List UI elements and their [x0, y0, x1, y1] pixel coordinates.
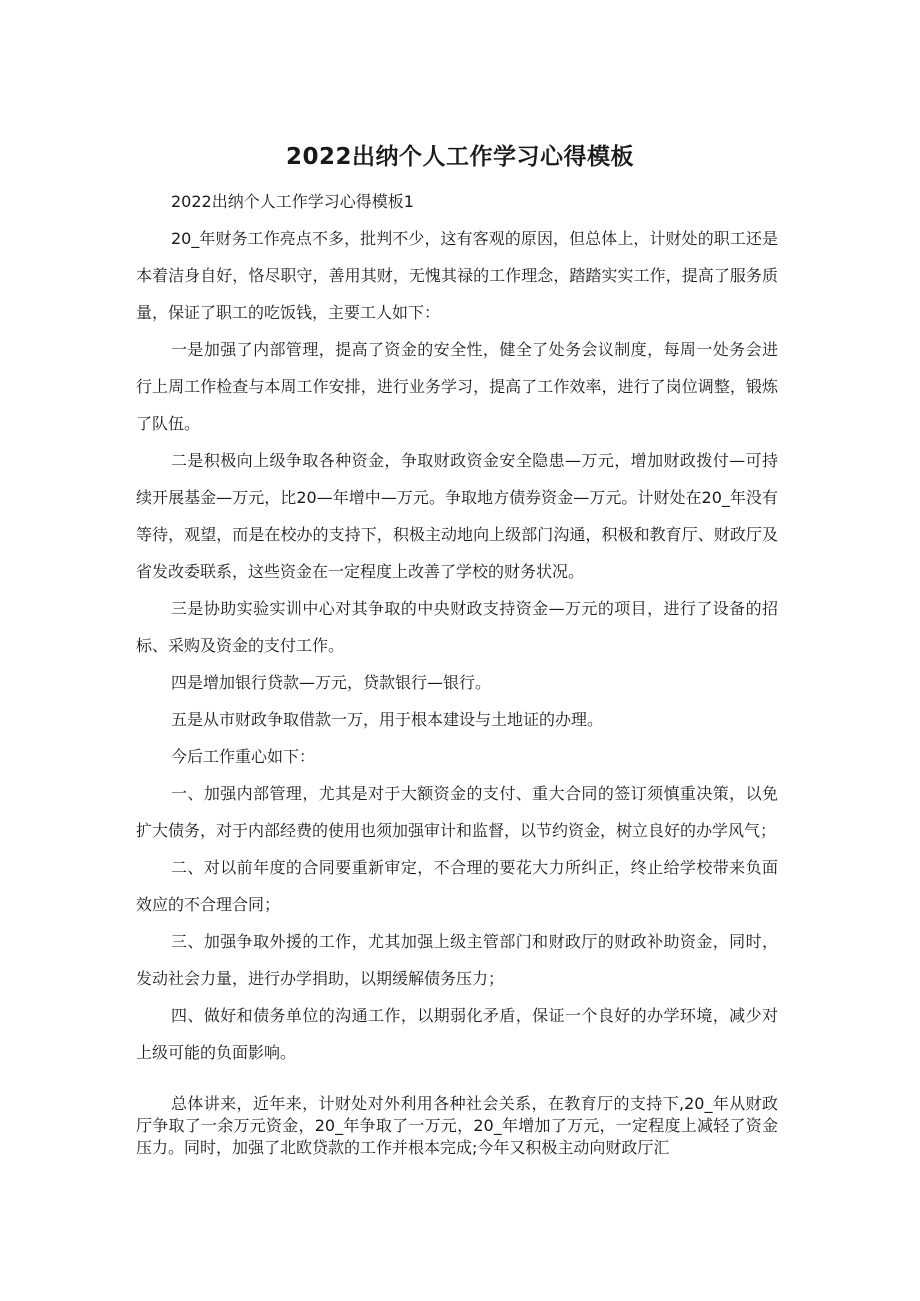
paragraph-intro: 20_年财务工作亮点不多，批判不少，这有客观的原因，但总体上，计财处的职工还是本着洁身自好，恪尽职守，善用其财，无愧其禄的工作理念，踏踏实实工作，提高了服务质量，保证了职工的吃饭钱，主要工人如下： — [136, 229, 778, 322]
paragraph-item-5: 五是从市财政争取借款一万，用于根本建设与土地证的办理。 — [171, 710, 604, 729]
paragraph-future-1: 一、加强内部管理，尤其是对于大额资金的支付、重大合同的签订须慎重决策，以免扩大债务，对于内部经费的使用也须加强审计和监督，以节约资金，树立良好的办学风气； — [136, 784, 778, 840]
paragraph-future-2: 二、对以前年度的合同要重新审定，不合理的要花大力所纠正，终止给学校带来负面效应的不合理合同； — [136, 858, 778, 914]
paragraph-item-3: 三是协助实验实训中心对其争取的中央财政支持资金—万元的项目，进行了设备的招标、采购及资金的支付工作。 — [136, 599, 778, 655]
paragraph-future-3: 三、加强争取外援的工作，尤其加强上级主管部门和财政厅的财政补助资金，同时，发动社会力量，进行办学捐助，以期缓解债务压力； — [136, 932, 778, 988]
paragraph-future-4: 四、做好和债务单位的沟通工作，以期弱化矛盾，保证一个良好的办学环境，减少对上级可能的负面影响。 — [136, 1006, 778, 1062]
paragraph-item-4: 四是增加银行贷款—万元，贷款银行—银行。 — [171, 673, 492, 692]
paragraph-future-heading: 今后工作重心如下： — [171, 747, 316, 766]
paragraph-item-1: 一是加强了内部管理，提高了资金的安全性，健全了处务会议制度，每周一处务会进行上周工作检查与本周工作安排，进行业务学习，提高了工作效率，进行了岗位调整，锻炼了队伍。 — [136, 340, 778, 433]
paragraph-item-2: 二是积极向上级争取各种资金，争取财政资金安全隐患—万元，增加财政拨付—可持续开展基金—万元，比20—年增中—万元。争取地方债券资金—万元。计财处在20_年没有等待，观望，而是在校办的支持下，积极主动地向上级部门沟通，积极和教育厅、财政厅及省发改委联系，这些资金在一定程度上改善了学校的财务状况。 — [136, 451, 778, 581]
summary-block — [136, 1093, 778, 1159]
document-title: 2022出纳个人工作学习心得模板 — [285, 144, 634, 170]
subtitle-paragraph: 2022出纳个人工作学习心得模板1 — [171, 192, 414, 211]
paragraph-summary: 总体讲来，近年来，计财处对外利用各种社会关系，在教育厅的支持下,20_年从财政厅争取了一余万元资金，20_年争取了一万元，20_年增加了万元，一定程度上减轻了资金压力。同时，加强了北欧贷款的工作并根本完成;今年又积极主动向财政厅汇 — [136, 1094, 778, 1157]
document-body — [136, 183, 778, 1071]
